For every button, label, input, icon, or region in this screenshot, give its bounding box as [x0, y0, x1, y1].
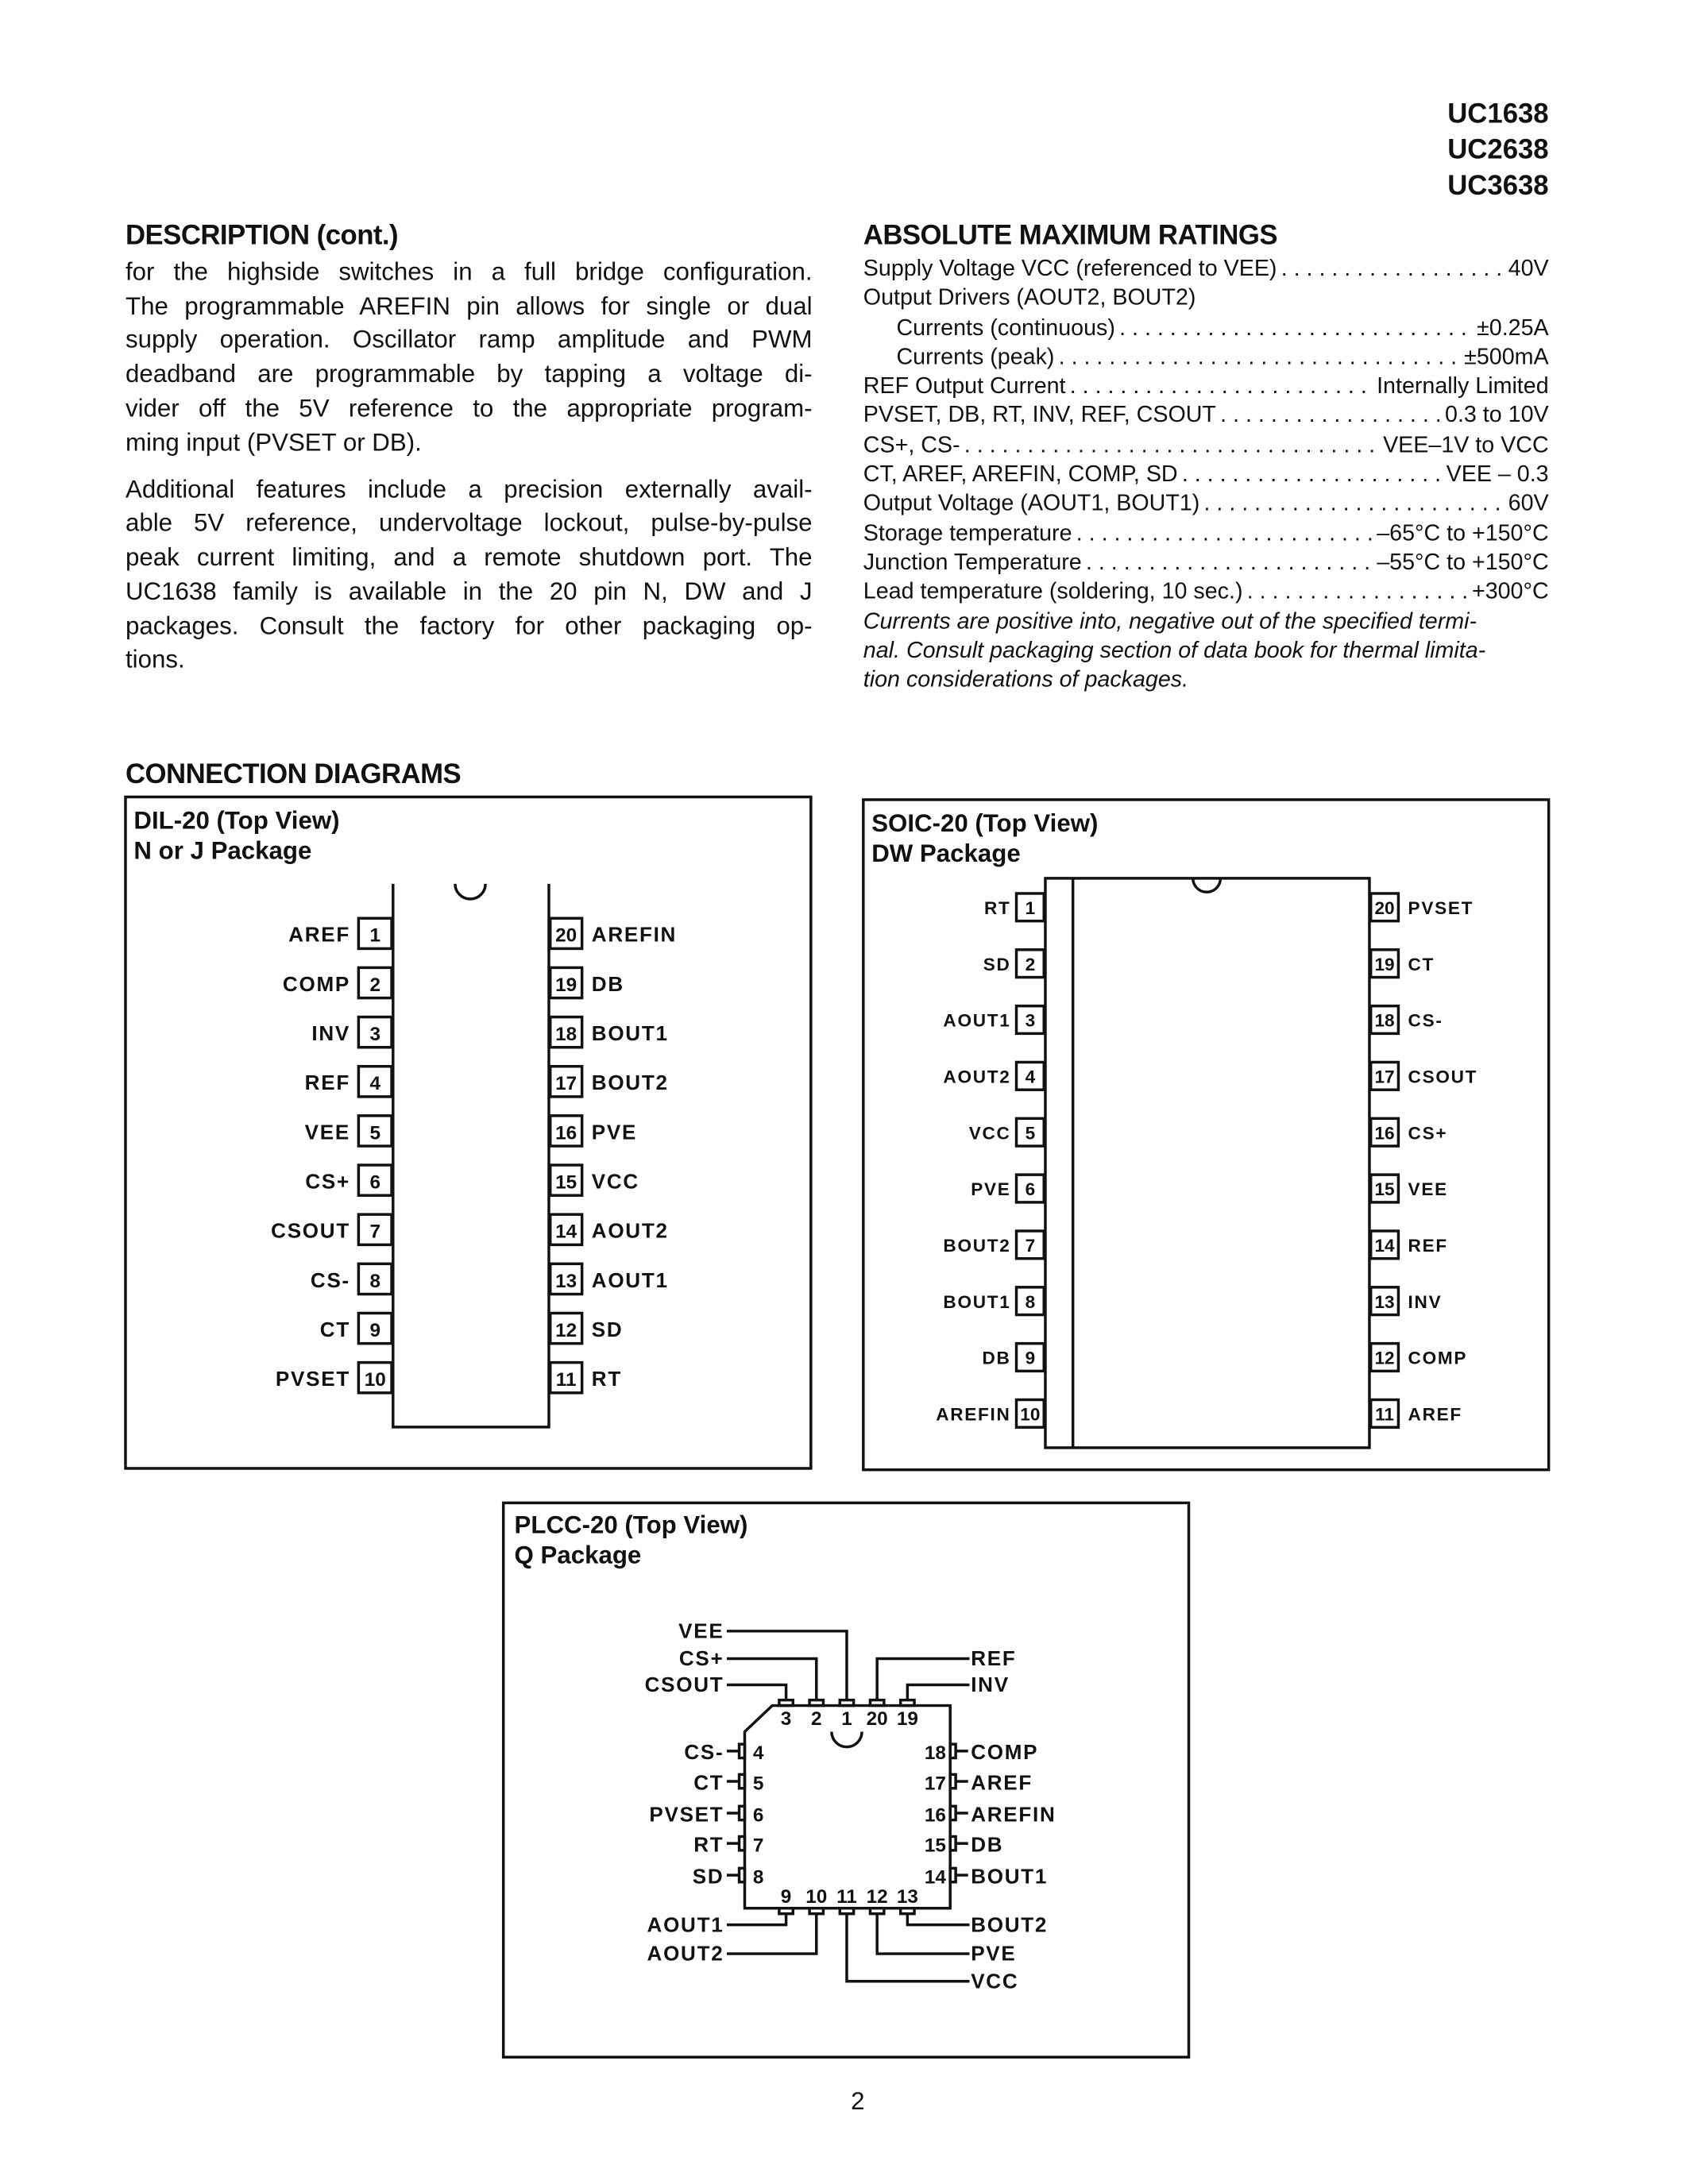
plcc-lead	[727, 1659, 817, 1700]
description-line: tions.	[125, 645, 185, 673]
soic-pin-number: 2	[1025, 954, 1036, 974]
plcc-notch	[832, 1732, 862, 1747]
dil-pin-number: 9	[369, 1319, 380, 1341]
plcc-pin-label: REF	[971, 1646, 1017, 1671]
description-line: UC1638 family is available in the 20 pin N, DW and J	[125, 577, 813, 605]
plcc-pin-label: VEE	[678, 1619, 724, 1643]
dil-pin-number: 2	[369, 974, 380, 996]
plcc-pin	[950, 1836, 956, 1850]
soic-pin-number: 1	[1025, 898, 1036, 919]
soic-pin-number: 9	[1025, 1348, 1036, 1368]
ratings-note-line: Currents are positive into, negative out of the specified termi-	[863, 608, 1477, 634]
plcc-pin	[740, 1744, 745, 1758]
soic-pin-label: SD	[983, 954, 1011, 974]
soic-pin-label: CS-	[1408, 1010, 1443, 1031]
description-heading: DESCRIPTION (cont.)	[125, 220, 399, 251]
plcc-subtitle: Q Package	[514, 1541, 642, 1569]
plcc-pin-number: 10	[805, 1885, 828, 1908]
rating-label: Supply Voltage VCC (referenced to VEE)	[863, 256, 1277, 282]
rating-label: Currents (continuous)	[896, 314, 1115, 341]
soic-pin-number: 11	[1375, 1404, 1394, 1425]
connection-diagrams-heading: CONNECTION DIAGRAMS	[125, 759, 462, 790]
rating-label: PVSET, DB, RT, INV, REF, CSOUT	[863, 403, 1216, 429]
description-line: ming input (PVSET or DB).	[125, 428, 422, 456]
soic-package-body	[1045, 878, 1369, 1448]
soic-pin-label: AREFIN	[936, 1404, 1011, 1425]
rating-label: Output Drivers (AOUT2, BOUT2)	[863, 285, 1196, 311]
dil-pin-label: COMP	[282, 971, 350, 996]
dil-pin-number: 10	[364, 1369, 386, 1391]
plcc-pin-label: AREF	[971, 1770, 1033, 1795]
ratings-note-line: tion considerations of packages.	[863, 667, 1189, 693]
rating-value: ±500mA	[1464, 344, 1549, 370]
plcc-pin-number: 9	[780, 1885, 792, 1908]
soic-pin-label: CSOUT	[1408, 1067, 1478, 1087]
dil-pin-number: 12	[555, 1319, 577, 1341]
rating-label: Currents (peak)	[896, 344, 1055, 370]
plcc-pin	[840, 1908, 853, 1914]
soic-pin-label: BOUT1	[943, 1291, 1011, 1312]
dil-pin-label: INV	[311, 1021, 350, 1046]
ratings-heading: ABSOLUTE MAXIMUM RATINGS	[863, 220, 1277, 251]
plcc-pin	[809, 1908, 823, 1914]
soic-pin-label: AOUT1	[943, 1010, 1011, 1031]
plcc-pin-label: RT	[693, 1832, 724, 1857]
soic-pin-label: INV	[1408, 1291, 1443, 1312]
plcc-pin-number: 16	[924, 1804, 946, 1827]
dil-pin-number: 18	[555, 1024, 577, 1046]
plcc-pin	[840, 1700, 853, 1706]
description-line: able 5V reference, undervoltage lockout, pulse-by-pulse	[125, 509, 813, 538]
dil-package-body	[393, 884, 549, 1427]
plcc-package-body	[744, 1706, 950, 1908]
plcc-pin-number: 17	[924, 1773, 946, 1795]
dil-pin-number: 7	[369, 1221, 380, 1243]
soic-pin-label: CS+	[1408, 1123, 1448, 1144]
soic-pin-label: COMP	[1408, 1348, 1468, 1368]
plcc-pin-number: 8	[752, 1866, 764, 1889]
soic-pin-number: 10	[1020, 1404, 1041, 1425]
soic-pin-number: 4	[1025, 1067, 1036, 1087]
rating-value: ±0.25A	[1477, 314, 1549, 341]
description-line: for the highside switches in a full bridge configuration.	[125, 257, 813, 286]
dil-pin-label: VEE	[304, 1120, 350, 1144]
plcc-lead	[907, 1685, 969, 1700]
plcc-pin-number: 5	[752, 1773, 764, 1795]
dil-pin-label: RT	[591, 1367, 622, 1391]
plcc-lead	[727, 1914, 786, 1925]
plcc-pin-label: CSOUT	[644, 1673, 724, 1697]
rating-label: REF Output Current	[863, 373, 1066, 399]
plcc-pin-number: 12	[866, 1885, 888, 1908]
dil-pin-number: 16	[555, 1122, 577, 1144]
description-line: The programmable AREFIN pin allows for single or dual	[125, 291, 813, 320]
dil-subtitle: N or J Package	[133, 836, 312, 865]
dil-pin-number: 3	[369, 1024, 380, 1046]
plcc-pin-label: CS+	[678, 1646, 724, 1671]
plcc-pin-label: PVSET	[649, 1802, 724, 1827]
soic-pin-number: 19	[1374, 954, 1395, 974]
plcc-lead	[877, 1914, 969, 1954]
plcc-lead	[877, 1659, 969, 1700]
soic-notch	[1193, 878, 1221, 892]
plcc-pin	[901, 1700, 914, 1706]
plcc-lead	[727, 1685, 786, 1700]
soic-pin-number: 20	[1374, 898, 1395, 919]
plcc-pin-number: 19	[896, 1707, 918, 1730]
plcc-pin	[779, 1908, 793, 1914]
soic-pin-number: 3	[1025, 1010, 1036, 1031]
soic-pin-label: AREF	[1408, 1404, 1462, 1425]
part-number: UC2638	[1447, 135, 1549, 166]
plcc-pin	[809, 1700, 823, 1706]
plcc-pin-number: 6	[752, 1804, 764, 1827]
dil-pin-number: 1	[369, 924, 380, 947]
rating-label: Output Voltage (AOUT1, BOUT1)	[863, 491, 1200, 516]
dil-pin-number: 15	[555, 1171, 577, 1194]
page-number: 2	[851, 2087, 865, 2116]
plcc-pin-number: 13	[896, 1885, 918, 1908]
soic-pin-label: PVSET	[1408, 898, 1474, 919]
soic-pin-number: 15	[1374, 1179, 1395, 1200]
rating-value: VEE – 0.3	[1446, 461, 1549, 487]
plcc-pin	[740, 1774, 745, 1788]
dil-pin-number: 11	[555, 1369, 577, 1391]
description-line: supply operation. Oscillator ramp amplitude and PWM	[125, 326, 813, 354]
dil-pin-number: 14	[555, 1221, 577, 1243]
plcc-pin	[740, 1806, 745, 1819]
dil-pin-label: CS-	[310, 1268, 350, 1292]
soic-pin-label: VCC	[968, 1123, 1011, 1144]
description-line: deadband are programmable by tapping a voltage di-	[125, 360, 813, 388]
dil-pin-label: REF	[304, 1071, 350, 1095]
plcc-pin-number: 15	[924, 1835, 946, 1857]
plcc-pin-number: 20	[866, 1707, 888, 1730]
plcc-pin	[779, 1700, 793, 1706]
dil-title: DIL-20 (Top View)	[133, 806, 340, 835]
rating-value: +300°C	[1471, 579, 1549, 604]
rating-label: CT, AREF, AREFIN, COMP, SD	[863, 461, 1178, 487]
dil-pin-label: CSOUT	[271, 1218, 350, 1243]
soic-pin-label: DB	[982, 1348, 1011, 1368]
plcc-pin	[950, 1806, 956, 1819]
soic-pin-number: 6	[1025, 1179, 1036, 1200]
dil-pin-number: 13	[555, 1270, 577, 1292]
soic-pin-number: 5	[1025, 1123, 1036, 1144]
plcc-lead	[727, 1914, 817, 1954]
part-number: UC3638	[1447, 171, 1549, 202]
rating-value: –65°C to +150°C	[1377, 520, 1549, 546]
soic-subtitle: DW Package	[871, 839, 1021, 868]
dil-pin-number: 5	[369, 1122, 380, 1144]
ratings-note-line: nal. Consult packaging section of data book for thermal limita-	[863, 638, 1486, 663]
plcc-pin-label: PVE	[971, 1941, 1017, 1966]
dil-pin-number: 19	[555, 974, 577, 996]
dil-pin-number: 6	[369, 1171, 380, 1194]
soic-pin-label: CT	[1408, 954, 1435, 974]
description-line: peak current limiting, and a remote shutdown port. The	[125, 543, 813, 571]
rating-value: –55°C to +150°C	[1377, 550, 1549, 575]
rating-value: VEE–1V to VCC	[1383, 432, 1549, 458]
rating-label: Lead temperature (soldering, 10 sec.)	[863, 579, 1243, 604]
dil-pin-label: BOUT1	[591, 1021, 669, 1046]
dil-pin-label: BOUT2	[591, 1071, 669, 1095]
soic-pin-number: 7	[1025, 1236, 1036, 1256]
soic-pin-label: BOUT2	[943, 1236, 1011, 1256]
plcc-pin-number: 7	[752, 1835, 764, 1857]
soic-pin-number: 14	[1374, 1236, 1395, 1256]
plcc-pin-label: COMP	[971, 1740, 1039, 1765]
plcc-pin-label: BOUT2	[971, 1912, 1049, 1937]
soic-pin-label: RT	[984, 898, 1011, 919]
plcc-pin-number: 11	[836, 1885, 857, 1908]
plcc-pin-label: BOUT1	[971, 1864, 1049, 1889]
dil-pin-number: 8	[369, 1270, 380, 1292]
dil-notch	[455, 884, 485, 899]
plcc-pin	[740, 1868, 745, 1881]
plcc-pin-label: VCC	[971, 1969, 1019, 1993]
soic-pin-label: PVE	[971, 1179, 1011, 1200]
soic-pin-label: AOUT2	[943, 1067, 1011, 1087]
plcc-pin-number: 4	[752, 1742, 764, 1765]
dil-pin-label: AOUT2	[591, 1218, 669, 1243]
plcc-pin-label: AOUT1	[647, 1912, 724, 1937]
plcc-pin-label: CT	[693, 1770, 724, 1795]
dil-pin-number: 4	[369, 1073, 380, 1095]
plcc-pin	[950, 1868, 956, 1881]
rating-label: Storage temperature	[863, 520, 1072, 546]
soic-pin-number: 18	[1374, 1010, 1395, 1031]
soic-pin-number: 16	[1374, 1123, 1395, 1144]
rating-value: 60V	[1508, 491, 1549, 516]
dil-pin-label: PVSET	[275, 1367, 350, 1391]
soic-pin-number: 8	[1025, 1291, 1036, 1312]
description-line: Additional features include a precision externally avail-	[125, 475, 813, 504]
dil-pin-label: AOUT1	[591, 1268, 669, 1292]
plcc-pin	[870, 1908, 883, 1914]
dil-pin-number: 20	[555, 924, 577, 947]
plcc-pin-label: AREFIN	[971, 1802, 1056, 1827]
part-number: UC1638	[1447, 98, 1549, 130]
dil-pin-label: SD	[591, 1317, 624, 1341]
soic-pin-label: VEE	[1408, 1179, 1448, 1200]
plcc-pin-label: SD	[692, 1864, 724, 1889]
plcc-title: PLCC-20 (Top View)	[514, 1511, 748, 1539]
plcc-pin	[950, 1744, 956, 1758]
plcc-pin-number: 14	[924, 1866, 946, 1889]
rating-value: Internally Limited	[1377, 373, 1549, 399]
plcc-pin-number: 18	[924, 1742, 946, 1765]
soic-title: SOIC-20 (Top View)	[871, 808, 1099, 837]
soic-pin-number: 17	[1374, 1067, 1395, 1087]
dil-pin-label: DB	[591, 971, 624, 996]
dil-pin-label: CS+	[305, 1169, 350, 1194]
dil-pin-label: PVE	[591, 1120, 638, 1144]
rating-label: Junction Temperature	[863, 550, 1082, 575]
description-line: vider off the 5V reference to the appropriate program-	[125, 394, 813, 422]
description-line: packages. Consult the factory for other packaging op-	[125, 612, 813, 639]
plcc-pin-number: 1	[841, 1707, 852, 1730]
plcc-lead	[907, 1914, 969, 1925]
plcc-pin	[870, 1700, 883, 1706]
soic-pin-number: 12	[1374, 1348, 1395, 1368]
dil-pin-label: CT	[319, 1317, 350, 1341]
rating-value: 40V	[1508, 256, 1549, 282]
plcc-pin-label: CS-	[684, 1740, 724, 1765]
soic-pin-number: 13	[1374, 1291, 1395, 1312]
plcc-pin-number: 2	[811, 1707, 822, 1730]
plcc-pin	[740, 1836, 745, 1850]
plcc-pin-label: DB	[971, 1832, 1004, 1857]
soic-pin-label: REF	[1408, 1236, 1448, 1256]
plcc-pin-label: INV	[971, 1673, 1010, 1697]
dil-pin-label: AREF	[288, 922, 350, 947]
dil-pin-number: 17	[555, 1073, 577, 1095]
rating-label: CS+, CS-	[863, 432, 960, 458]
dil-pin-label: VCC	[591, 1169, 639, 1194]
plcc-pin	[950, 1774, 956, 1788]
rating-value: 0.3 to 10V	[1445, 403, 1549, 429]
plcc-pin	[901, 1908, 914, 1914]
dil-pin-label: AREFIN	[591, 922, 678, 947]
plcc-pin-label: AOUT2	[647, 1941, 724, 1966]
plcc-pin-number: 3	[780, 1707, 792, 1730]
